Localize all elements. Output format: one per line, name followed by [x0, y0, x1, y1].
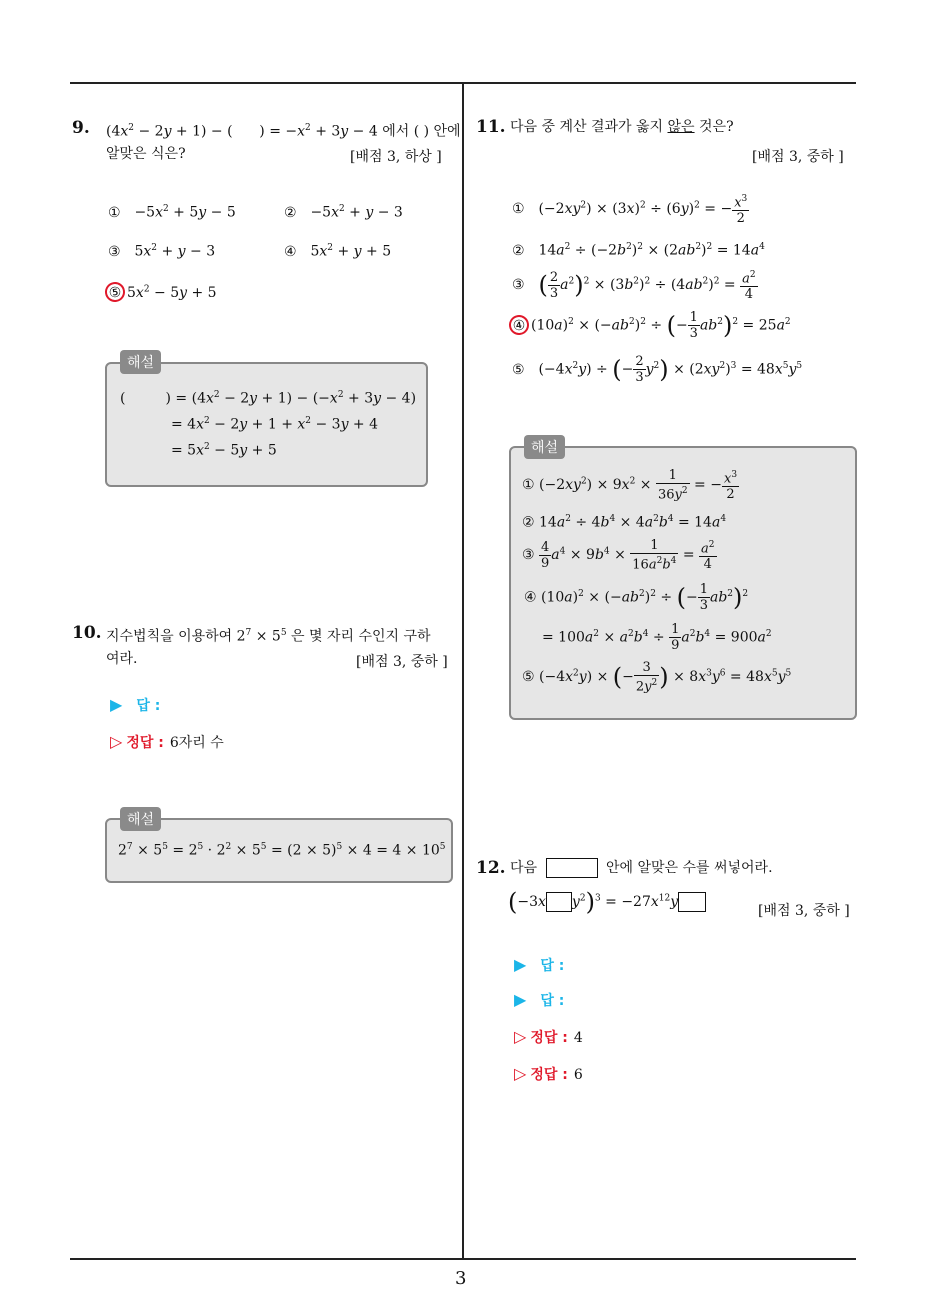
q11-solution-line2: ② $14a^2 \div 4b^4 \times 4a^2b^4 = 14a^4$	[522, 514, 727, 531]
q11-option-2[interactable]: ② $14a^2 \div (-2b^2)^2 \times (2ab^2)^2 = 14a^4$	[512, 242, 765, 259]
blank-box-1[interactable]	[546, 892, 572, 912]
q11-option-5[interactable]: ⑤ $(-4x^2y)$ ÷ (− $\frac{2}{3}$ $y^2) \times (2xy^2)^3 = 48x^5y^5$	[512, 354, 803, 385]
q11-solution-line6: ⑤ $(-4x^2y)$ × (− $\frac{3}{2y^2}$ ) × $8x^3y^6 = 48x^5y^5$	[522, 660, 792, 695]
q12-expression: (−3x $y^2)^3 = -27x^{12}y$	[508, 888, 706, 916]
q11-meta: [배점 3, 중하 ]	[752, 149, 844, 165]
open-triangle-icon: ▷	[514, 1027, 527, 1046]
open-triangle-icon: ▷	[514, 1064, 527, 1083]
filled-triangle-icon: ▶	[110, 695, 123, 714]
q11-solution-line1: ① $(-2xy^2) \times 9x^2$ × $\frac{1}{36y^2}$ = − $\frac{x^3}{2}$	[522, 468, 738, 503]
q11-option-4[interactable]: ④ $(10a)^2 \times (-ab^2)^2$ ÷ (− $\frac{1}{3}$ $ab^2)^2 = 25a^2$	[512, 310, 791, 341]
q10-number: 10.	[72, 623, 102, 643]
column-divider	[462, 82, 464, 1260]
q12-correct-row-2: ▷ 정답 : 6	[514, 1064, 583, 1083]
q9-option-1[interactable]: ① $-5x^2 + 5y - 5$	[108, 204, 236, 221]
q11-solution-line5: = $100a^2 \times a^2b^4$ ÷ $\frac{1}{9}$ $a^2b^4 = 900a^2$	[542, 622, 772, 653]
q11-number: 11.	[476, 117, 506, 137]
q10-text-line1: 지수법칙을 이용하여 $2^7 \times 5^5$ 은 몇 자리 수인지 구하	[106, 628, 431, 645]
q9-solution-line3: = $5x^2 - 5y + 5$	[171, 442, 277, 459]
answer-circle-mark: ⑤	[104, 281, 127, 304]
answer-circle-mark: ④	[508, 313, 531, 336]
q12-number: 12.	[476, 858, 506, 878]
q9-solution-line2: = $4x^2 - 2y + 1 + x^2 - 3y + 4$	[171, 416, 379, 433]
q10-answer-row[interactable]: ▶ 답 :	[110, 695, 161, 714]
q11-solution-line4: ④ $(10a)^2 \times (-ab^2)^2$ ÷ (− $\frac{1}{3}$ $ab^2)^2$	[524, 582, 749, 613]
q9-option-3[interactable]: ③ $5x^2 + y - 3$	[108, 243, 216, 260]
bottom-rule	[70, 1258, 856, 1260]
q9-option-5[interactable]: ⑤ $5x^2 - 5y + 5$	[108, 282, 217, 302]
open-triangle-icon: ▷	[110, 732, 123, 751]
q11-option-1[interactable]: ① $(-2xy^2) \times (3x)^2 \div (6y)^2$ = − $\frac{x^3}{2}$	[512, 194, 748, 227]
q10-solution-line: $2^7 \times 5^5 = 2^5 \cdot 2^2 \times 5^5 = (2 \times 5)^5 \times 4 = 4 \times 10^5$	[118, 842, 446, 859]
q9-number: 9.	[72, 118, 90, 138]
q10-correct-row: ▷ 정답 : 6자리 수	[110, 732, 224, 751]
q12-answer-row-1[interactable]: ▶ 답 :	[514, 955, 565, 974]
blank-box-2[interactable]	[678, 892, 706, 912]
q9-text-line2: 알맞은 식은?	[106, 146, 186, 162]
q9-text-line1: $(4x^2 - 2y + 1)$ − ( ) = $-x^2 + 3y - 4$ 에서 ( ) 안에	[106, 123, 461, 140]
q11-text: 다음 중 계산 결과가 옳지 않은 것은?	[510, 119, 734, 135]
q9-meta: [배점 3, 하상 ]	[350, 149, 442, 165]
q9-option-2[interactable]: ② $-5x^2 + y - 3$	[284, 204, 403, 221]
blank-box	[546, 858, 598, 878]
filled-triangle-icon: ▶	[514, 990, 527, 1009]
q12-meta: [배점 3, 중하 ]	[758, 903, 850, 919]
q12-text: 다음 안에 알맞은 수를 써넣어라.	[510, 860, 773, 876]
q12-correct-row-1: ▷ 정답 : 4	[514, 1027, 583, 1046]
q12-answer-row-2[interactable]: ▶ 답 :	[514, 990, 565, 1009]
q11-option-3[interactable]: ③ ( $\frac{2}{3}$ $a^2)^2 \times (3b^2)^2 \div (4ab^2)^2$ = $\frac{a^2}{4}$	[512, 269, 756, 303]
filled-triangle-icon: ▶	[514, 955, 527, 974]
page-number: 3	[455, 1268, 467, 1289]
q9-solution-label: 해설	[120, 350, 161, 374]
q9-option-4[interactable]: ④ $5x^2 + y + 5$	[284, 243, 392, 260]
q11-solution-label: 해설	[524, 435, 565, 459]
q10-meta: [배점 3, 중하 ]	[356, 654, 448, 670]
q9-solution-line1: ( ) = $(4x^2 - 2y + 1) - (-x^2 + 3y - 4)$	[120, 390, 417, 407]
q11-solution-line3: ③ $\frac{4}{9}$ $a^4 \times 9b^4$ × $\frac{1}{16a^2b^4}$ = $\frac{a^2}{4}$	[522, 538, 715, 573]
q10-text-line2: 여라.	[106, 651, 138, 667]
q10-solution-label: 해설	[120, 807, 161, 831]
